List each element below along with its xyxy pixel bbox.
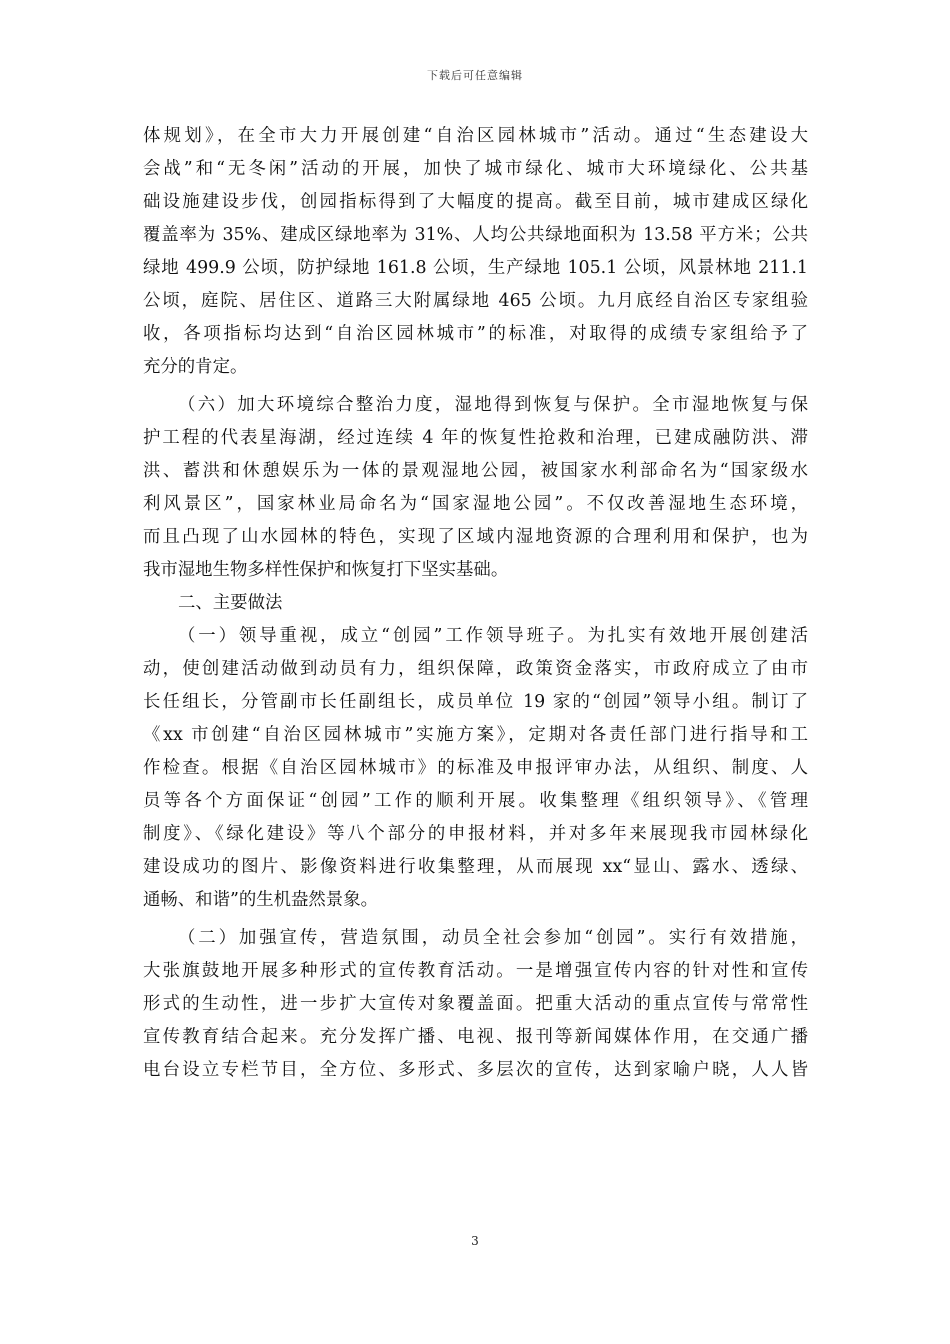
document-body: [143, 120, 808, 1087]
text-line: 通畅、和谐”的生机盎然景象。: [143, 890, 378, 910]
text-line: 利风景区”，国家林业局命名为“国家湿地公园”。不仅改善湿地生态环境，: [143, 494, 808, 514]
text-line: （二）加强宣传，营造氛围，动员全社会参加“创园”。实行有效措施，: [178, 928, 808, 948]
paragraph-publicity: [143, 922, 808, 1087]
text-line: 宣传教育结合起来。充分发挥广播、电视、报刊等新闻媒体作用，在交通广播: [143, 1027, 808, 1047]
text-line: 护工程的代表星海湖，经过连续 4 年的恢复性抢救和治理，已建成融防洪、滞: [143, 428, 808, 448]
page-number: 3: [471, 1234, 479, 1248]
text-line: 大张旗鼓地开展多种形式的宣传教育活动。一是增强宣传内容的针对性和宣传: [143, 961, 808, 981]
text-line: 员等各个方面保证“创园”工作的顺利开展。收集整理《组织领导》、《管理: [143, 791, 808, 811]
text-line: 形式的生动性，进一步扩大宣传对象覆盖面。把重大活动的重点宣传与常常性: [143, 994, 808, 1014]
text-line: 会战”和“无冬闲”活动的开展，加快了城市绿化、城市大环境绿化、公共基: [143, 159, 808, 179]
text-line: 《xx 市创建“自治区园林城市”实施方案》，定期对各责任部门进行指导和工: [143, 725, 808, 745]
text-line: 洪、蓄洪和休憩娱乐为一体的景观湿地公园，被国家水利部命名为“国家级水: [143, 461, 808, 481]
text-line: 长任组长，分管副市长任副组长，成员单位 19 家的“创园”领导小组。制订了: [143, 692, 808, 712]
text-line: （六）加大环境综合整治力度，湿地得到恢复与保护。全市湿地恢复与保: [178, 395, 808, 415]
text-line: 我市湿地生物多样性保护和恢复打下坚实基础。: [143, 560, 509, 580]
text-line: 作检查。根据《自治区园林城市》的标准及申报评审办法，从组织、制度、人: [143, 758, 808, 778]
text-line: 建设成功的图片、影像资料进行收集整理，从而展现 xx“显山、露水、透绿、: [143, 857, 808, 877]
paragraph-wetland-protection: [143, 389, 808, 587]
text-line: 绿地 499.9 公顷，防护绿地 161.8 公顷，生产绿地 105.1 公顷，风景林地 211.1: [143, 258, 808, 278]
text-line: 制度》、《绿化建设》等八个部分的申报材料，并对多年来展现我市园林绿化: [143, 824, 808, 844]
text-line: 收，各项指标均达到“自治区园林城市”的标准，对取得的成绩专家组给予了: [143, 324, 808, 344]
text-line: 电台设立专栏节目，全方位、多形式、多层次的宣传，达到家喻户晓，人人皆: [143, 1060, 808, 1080]
text-line: （一）领导重视，成立“创园”工作领导班子。为扎实有效地开展创建活: [178, 626, 808, 646]
page-header: 下载后可任意编辑: [427, 69, 523, 82]
text-line: 动，使创建活动做到动员有力，组织保障，政策资金落实，市政府成立了由市: [143, 659, 808, 679]
text-line: 充分的肯定。: [143, 357, 248, 377]
text-line: 础设施建设步伐，创园指标得到了大幅度的提高。截至目前，城市建成区绿化: [143, 192, 808, 212]
section-heading: 二、主要做法: [178, 593, 283, 613]
section-heading-main-practices: [143, 587, 808, 620]
paragraph-leadership: [143, 620, 808, 917]
text-line: 而且凸现了山水园林的特色，实现了区域内湿地资源的合理利用和保护，也为: [143, 527, 808, 547]
text-line: 公顷，庭院、居住区、道路三大附属绿地 465 公顷。九月底经自治区专家组验: [143, 291, 808, 311]
text-line: 体规划》，在全市大力开展创建“自治区园林城市”活动。通过“生态建设大: [143, 126, 808, 146]
text-line: 覆盖率为 35%、建成区绿地率为 31%、人均公共绿地面积为 13.58 平方米；公共: [143, 225, 808, 245]
paragraph-greening-results: [143, 120, 808, 384]
